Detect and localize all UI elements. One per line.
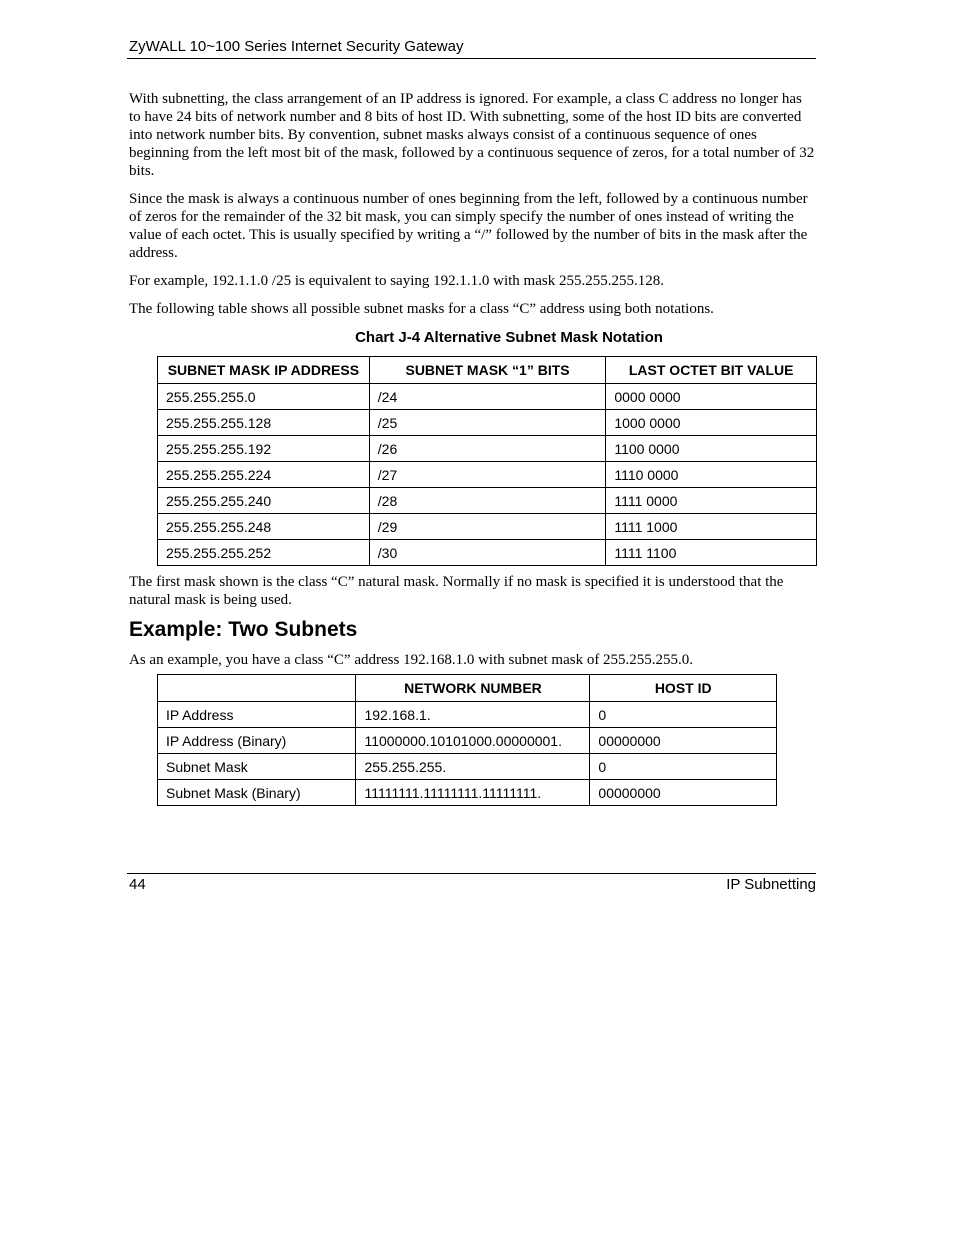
table-cell: /25 xyxy=(369,410,606,436)
header-rule xyxy=(127,58,816,59)
table-cell: 1110 0000 xyxy=(606,462,817,488)
paragraph: The first mask shown is the class “C” natural mask. Normally if no mask is specified it is understood that the natural mask is being used. xyxy=(129,574,784,608)
table-cell: 1111 1000 xyxy=(606,514,817,540)
column-header: NETWORK NUMBER xyxy=(356,675,590,702)
subnet-mask-notation-table xyxy=(157,356,817,566)
section-heading: Example: Two Subnets xyxy=(129,618,358,641)
table-cell: /24 xyxy=(369,384,606,410)
two-subnets-table xyxy=(157,674,777,806)
column-header xyxy=(158,675,356,702)
footer-rule xyxy=(127,873,816,874)
paragraph: With subnetting, the class arrangement of an IP address is ignored. For example, a class C address no longer has to have 24 bits of network number and 8 bits of host ID. With subnetting, some of the host ID bits are converted into network number bits. By convention, subnet masks always consist of a continuous sequence of ones beginning from the left most bit of the mask, followed by a continuous sequence of zeros, for a total number of 32 bits. xyxy=(129,91,815,179)
table-header-row xyxy=(158,357,817,384)
table-cell: /26 xyxy=(369,436,606,462)
table-cell: /28 xyxy=(369,488,606,514)
table-cell: 11000000.10101000.00000001. xyxy=(356,728,590,754)
body-text xyxy=(129,90,817,328)
table-cell: /27 xyxy=(369,462,606,488)
table-cell: 0 xyxy=(590,702,777,728)
table-cell: 255.255.255.192 xyxy=(158,436,370,462)
table-cell: /30 xyxy=(369,540,606,566)
column-header: SUBNET MASK “1” BITS xyxy=(369,357,606,384)
table-row xyxy=(158,514,817,540)
column-header: SUBNET MASK IP ADDRESS xyxy=(158,357,370,384)
paragraph: Since the mask is always a continuous number of ones beginning from the left, followed by a continuous number of zeros for the remainder of the 32 bit mask, you can simply specify the number of ones instead of writing the value of each octet. This is usually specified by writing a “/” followed by the number of bits in the mask after the address. xyxy=(129,191,808,261)
table-row xyxy=(158,702,777,728)
table-row xyxy=(158,384,817,410)
table-header-row xyxy=(158,675,777,702)
table-cell: 0000 0000 xyxy=(606,384,817,410)
table-row xyxy=(158,436,817,462)
table-row xyxy=(158,462,817,488)
table-cell: IP Address xyxy=(158,702,356,728)
table-row xyxy=(158,780,777,806)
table-cell: /29 xyxy=(369,514,606,540)
table-cell: 0 xyxy=(590,754,777,780)
table-cell: 255.255.255.248 xyxy=(158,514,370,540)
table-cell: 1111 0000 xyxy=(606,488,817,514)
chart-title: Chart J-4 Alternative Subnet Mask Notation xyxy=(355,329,663,346)
paragraph: As an example, you have a class “C” address 192.168.1.0 with subnet mask of 255.255.255.0. xyxy=(129,652,694,668)
table-row xyxy=(158,728,777,754)
table-row xyxy=(158,410,817,436)
table-row xyxy=(158,540,817,566)
table-cell: Subnet Mask xyxy=(158,754,356,780)
table-cell: 00000000 xyxy=(590,780,777,806)
table-cell: 255.255.255.128 xyxy=(158,410,370,436)
table-cell: 1111 1100 xyxy=(606,540,817,566)
page-number: 44 xyxy=(129,876,146,893)
table-row xyxy=(158,488,817,514)
paragraph: The following table shows all possible subnet masks for a class “C” address using both notations. xyxy=(129,301,714,317)
column-header: LAST OCTET BIT VALUE xyxy=(606,357,817,384)
table-cell: 255.255.255. xyxy=(356,754,590,780)
paragraph: For example, 192.1.1.0 /25 is equivalent to saying 192.1.1.0 with mask 255.255.255.128. xyxy=(129,273,664,289)
table-cell: 255.255.255.240 xyxy=(158,488,370,514)
running-header: ZyWALL 10~100 Series Internet Security Gateway xyxy=(129,38,464,55)
table-cell: 00000000 xyxy=(590,728,777,754)
table-cell: Subnet Mask (Binary) xyxy=(158,780,356,806)
table-cell: 192.168.1. xyxy=(356,702,590,728)
table-cell: 1000 0000 xyxy=(606,410,817,436)
table-cell: 1100 0000 xyxy=(606,436,817,462)
table-cell: 255.255.255.224 xyxy=(158,462,370,488)
table-row xyxy=(158,754,777,780)
footer-section-title: IP Subnetting xyxy=(726,876,816,893)
table-cell: 255.255.255.252 xyxy=(158,540,370,566)
table-cell: 11111111.11111111.11111111. xyxy=(356,780,590,806)
table-cell: 255.255.255.0 xyxy=(158,384,370,410)
table-cell: IP Address (Binary) xyxy=(158,728,356,754)
column-header: HOST ID xyxy=(590,675,777,702)
